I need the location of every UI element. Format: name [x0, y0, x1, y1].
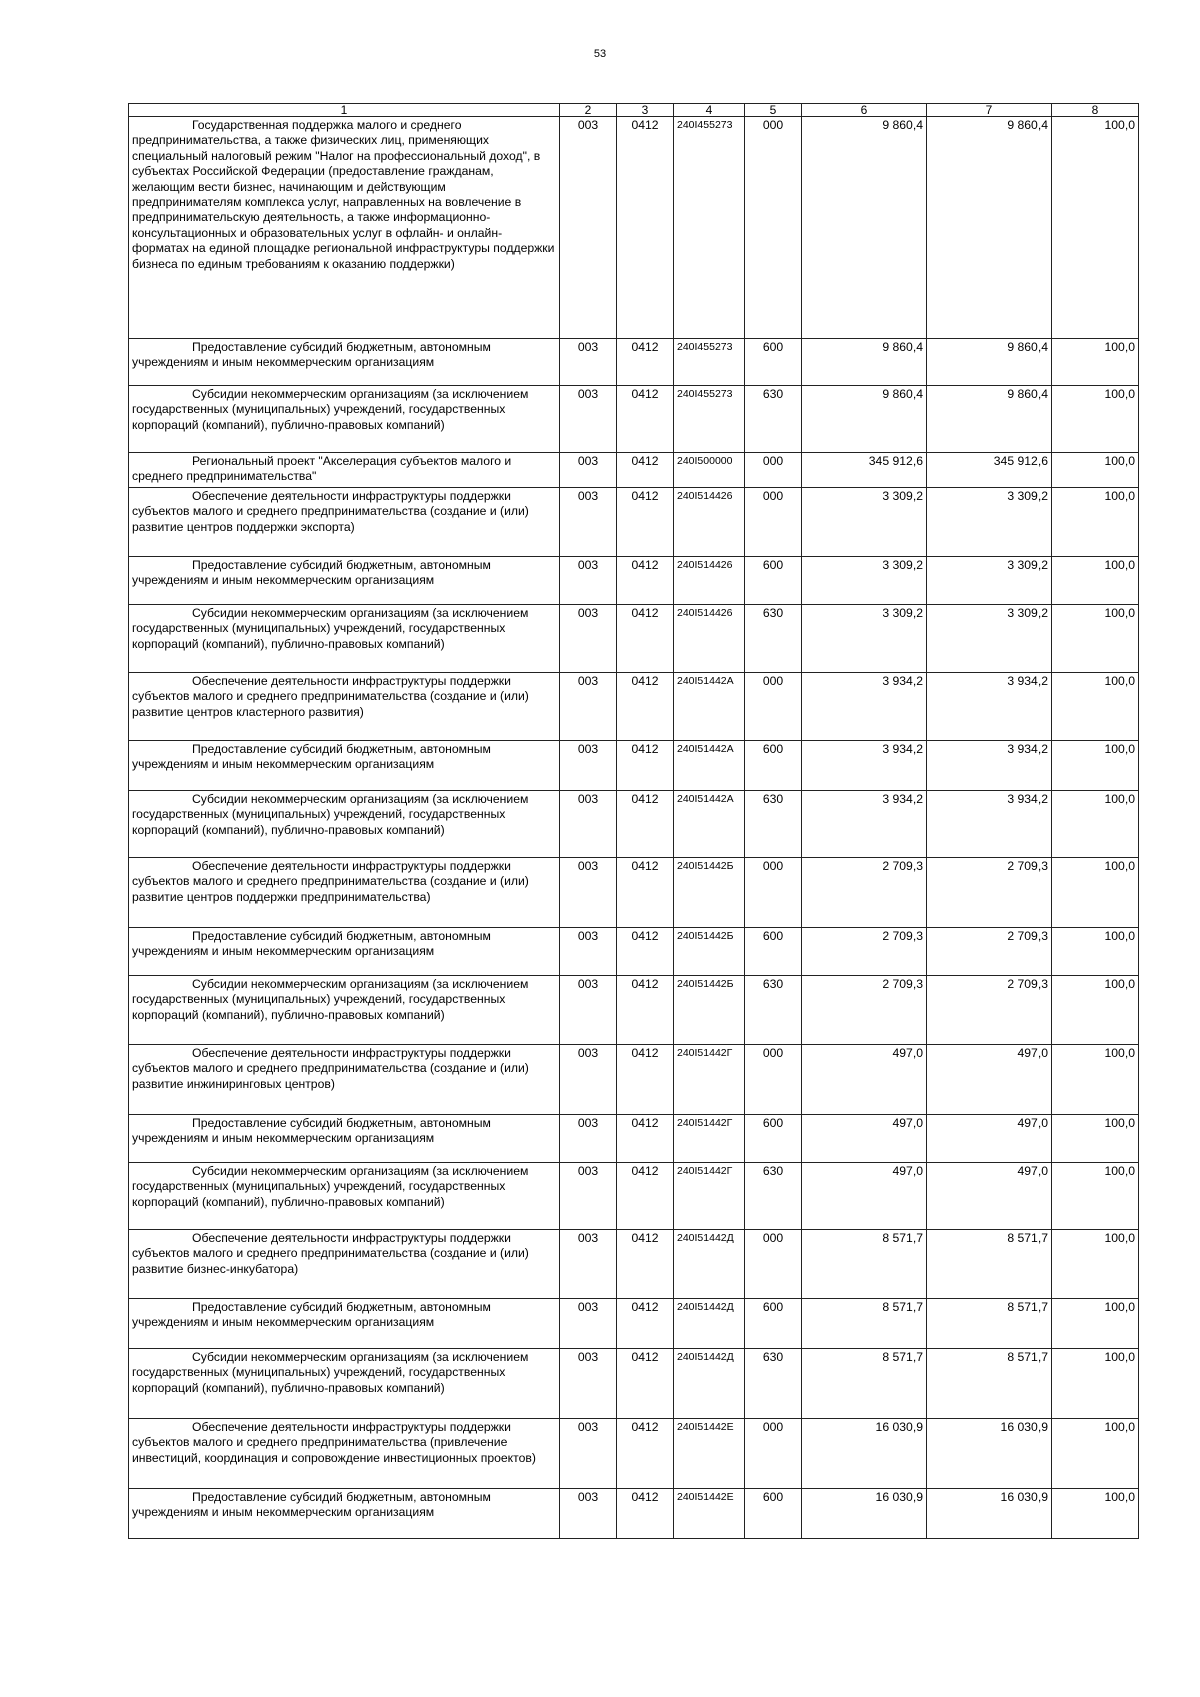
executed-amount-cell: 8 571,7	[927, 1298, 1052, 1348]
executed-amount-cell: 16 030,9	[927, 1418, 1052, 1488]
chapter-code-cell: 003	[560, 740, 617, 790]
percent-cell: 100,0	[1052, 975, 1139, 1044]
percent-cell: 100,0	[1052, 453, 1139, 488]
executed-amount-cell: 497,0	[927, 1114, 1052, 1162]
chapter-code-cell: 003	[560, 672, 617, 740]
row-name-cell: Обеспечение деятельности инфраструктуры поддержки субъектов малого и среднего предпринимательства (привлечение инвестиций, координация и сопровождение инвестиционных проектов)	[129, 1418, 560, 1488]
chapter-code-cell: 003	[560, 1418, 617, 1488]
section-code-cell: 0412	[617, 740, 674, 790]
chapter-code-cell: 003	[560, 556, 617, 604]
percent-cell: 100,0	[1052, 1229, 1139, 1298]
expense-type-cell: 000	[745, 1044, 802, 1114]
target-article-cell: 240I51442Д	[674, 1229, 745, 1298]
section-code-cell: 0412	[617, 386, 674, 453]
row-name-cell: Субсидии некоммерческим организациям (за исключением государственных (муниципальных) учреждений, государственных корпораций (компаний), публично-правовых компаний)	[129, 790, 560, 857]
expense-type-cell: 600	[745, 1488, 802, 1538]
plan-amount-cell: 497,0	[802, 1114, 927, 1162]
chapter-code-cell: 003	[560, 975, 617, 1044]
plan-amount-cell: 497,0	[802, 1162, 927, 1229]
header-cell-3: 3	[617, 104, 674, 117]
plan-amount-cell: 3 934,2	[802, 790, 927, 857]
section-code-cell: 0412	[617, 556, 674, 604]
plan-amount-cell: 8 571,7	[802, 1229, 927, 1298]
percent-cell: 100,0	[1052, 1348, 1139, 1418]
chapter-code-cell: 003	[560, 453, 617, 488]
percent-cell: 100,0	[1052, 790, 1139, 857]
plan-amount-cell: 3 934,2	[802, 740, 927, 790]
table-row	[129, 1488, 1139, 1538]
table-row	[129, 556, 1139, 604]
section-code-cell: 0412	[617, 1298, 674, 1348]
section-code-cell: 0412	[617, 672, 674, 740]
chapter-code-cell: 003	[560, 487, 617, 556]
expense-type-cell: 000	[745, 117, 802, 339]
chapter-code-cell: 003	[560, 1162, 617, 1229]
expense-type-cell: 630	[745, 604, 802, 672]
expense-type-cell: 600	[745, 740, 802, 790]
table-row	[129, 857, 1139, 927]
executed-amount-cell: 3 934,2	[927, 790, 1052, 857]
plan-amount-cell: 3 309,2	[802, 556, 927, 604]
percent-cell: 100,0	[1052, 927, 1139, 975]
section-code-cell: 0412	[617, 604, 674, 672]
percent-cell: 100,0	[1052, 386, 1139, 453]
expense-type-cell: 630	[745, 1162, 802, 1229]
row-name-cell: Государственная поддержка малого и среднего предпринимательства, а также физических лиц, применяющих специальный налоговый режим "Налог на профессиональный доход", в субъектах Российской Федерации (предоставление гражданам, желающим вести бизнес, начинающим и действующим предпринимателям комплекса услуг, направленных на вовлечение в предпринимательскую деятельность, а также информационно-консультационных и образовательных услуг в офлайн- и онлайн-форматах на единой площадке региональной инфраструктуры поддержки бизнеса по единым требованиям к оказанию поддержки)	[129, 117, 560, 339]
table-row	[129, 975, 1139, 1044]
plan-amount-cell: 9 860,4	[802, 339, 927, 386]
table-row	[129, 1418, 1139, 1488]
budget-table	[128, 103, 1139, 1539]
section-code-cell: 0412	[617, 1348, 674, 1418]
chapter-code-cell: 003	[560, 1488, 617, 1538]
target-article-cell: 240I51442Б	[674, 975, 745, 1044]
header-cell-2: 2	[560, 104, 617, 117]
plan-amount-cell: 345 912,6	[802, 453, 927, 488]
section-code-cell: 0412	[617, 1044, 674, 1114]
target-article-cell: 240I51442Д	[674, 1348, 745, 1418]
row-name-cell: Обеспечение деятельности инфраструктуры поддержки субъектов малого и среднего предпринимательства (создание и (или) развитие центров поддержки экспорта)	[129, 487, 560, 556]
plan-amount-cell: 3 309,2	[802, 487, 927, 556]
percent-cell: 100,0	[1052, 556, 1139, 604]
expense-type-cell: 630	[745, 975, 802, 1044]
percent-cell: 100,0	[1052, 1114, 1139, 1162]
section-code-cell: 0412	[617, 453, 674, 488]
executed-amount-cell: 2 709,3	[927, 927, 1052, 975]
plan-amount-cell: 9 860,4	[802, 117, 927, 339]
header-cell-6: 6	[802, 104, 927, 117]
executed-amount-cell: 3 934,2	[927, 672, 1052, 740]
row-name-cell: Субсидии некоммерческим организациям (за исключением государственных (муниципальных) учреждений, государственных корпораций (компаний), публично-правовых компаний)	[129, 975, 560, 1044]
expense-type-cell: 600	[745, 927, 802, 975]
executed-amount-cell: 2 709,3	[927, 975, 1052, 1044]
chapter-code-cell: 003	[560, 339, 617, 386]
target-article-cell: 240I500000	[674, 453, 745, 488]
target-article-cell: 240I51442Д	[674, 1298, 745, 1348]
percent-cell: 100,0	[1052, 1418, 1139, 1488]
table-row	[129, 1229, 1139, 1298]
plan-amount-cell: 2 709,3	[802, 857, 927, 927]
plan-amount-cell: 16 030,9	[802, 1488, 927, 1538]
row-name-cell: Предоставление субсидий бюджетным, автономным учреждениям и иным некоммерческим организациям	[129, 1298, 560, 1348]
table-row	[129, 604, 1139, 672]
plan-amount-cell: 16 030,9	[802, 1418, 927, 1488]
plan-amount-cell: 2 709,3	[802, 975, 927, 1044]
percent-cell: 100,0	[1052, 740, 1139, 790]
row-name-cell: Субсидии некоммерческим организациям (за исключением государственных (муниципальных) учреждений, государственных корпораций (компаний), публично-правовых компаний)	[129, 1348, 560, 1418]
header-cell-7: 7	[927, 104, 1052, 117]
section-code-cell: 0412	[617, 117, 674, 339]
target-article-cell: 240I51442Е	[674, 1418, 745, 1488]
header-cell-1: 1	[129, 104, 560, 117]
table-row	[129, 117, 1139, 339]
chapter-code-cell: 003	[560, 1348, 617, 1418]
executed-amount-cell: 3 309,2	[927, 487, 1052, 556]
executed-amount-cell: 345 912,6	[927, 453, 1052, 488]
target-article-cell: 240I51442Е	[674, 1488, 745, 1538]
executed-amount-cell: 3 934,2	[927, 740, 1052, 790]
section-code-cell: 0412	[617, 975, 674, 1044]
target-article-cell: 240I51442Б	[674, 857, 745, 927]
chapter-code-cell: 003	[560, 1298, 617, 1348]
target-article-cell: 240I51442Б	[674, 927, 745, 975]
executed-amount-cell: 3 309,2	[927, 604, 1052, 672]
row-name-cell: Предоставление субсидий бюджетным, автономным учреждениям и иным некоммерческим организациям	[129, 740, 560, 790]
table-row	[129, 386, 1139, 453]
section-code-cell: 0412	[617, 927, 674, 975]
table-row	[129, 1114, 1139, 1162]
plan-amount-cell: 2 709,3	[802, 927, 927, 975]
target-article-cell: 240I51442А	[674, 790, 745, 857]
expense-type-cell: 000	[745, 487, 802, 556]
chapter-code-cell: 003	[560, 386, 617, 453]
row-name-cell: Обеспечение деятельности инфраструктуры поддержки субъектов малого и среднего предпринимательства (создание и (или) развитие инжиниринговых центров)	[129, 1044, 560, 1114]
target-article-cell: 240I51442Г	[674, 1162, 745, 1229]
header-cell-4: 4	[674, 104, 745, 117]
plan-amount-cell: 497,0	[802, 1044, 927, 1114]
section-code-cell: 0412	[617, 487, 674, 556]
table-row	[129, 740, 1139, 790]
row-name-cell: Предоставление субсидий бюджетным, автономным учреждениям и иным некоммерческим организациям	[129, 556, 560, 604]
row-name-cell: Обеспечение деятельности инфраструктуры поддержки субъектов малого и среднего предпринимательства (создание и (или) развитие центров поддержки предпринимательства)	[129, 857, 560, 927]
section-code-cell: 0412	[617, 339, 674, 386]
table-row	[129, 487, 1139, 556]
table-row	[129, 1044, 1139, 1114]
plan-amount-cell: 8 571,7	[802, 1348, 927, 1418]
table-row	[129, 927, 1139, 975]
table-row	[129, 1348, 1139, 1418]
executed-amount-cell: 8 571,7	[927, 1229, 1052, 1298]
target-article-cell: 240I514426	[674, 604, 745, 672]
percent-cell: 100,0	[1052, 487, 1139, 556]
section-code-cell: 0412	[617, 790, 674, 857]
executed-amount-cell: 8 571,7	[927, 1348, 1052, 1418]
chapter-code-cell: 003	[560, 1114, 617, 1162]
target-article-cell: 240I455273	[674, 386, 745, 453]
plan-amount-cell: 3 309,2	[802, 604, 927, 672]
section-code-cell: 0412	[617, 1229, 674, 1298]
table-row	[129, 1298, 1139, 1348]
target-article-cell: 240I455273	[674, 339, 745, 386]
chapter-code-cell: 003	[560, 1044, 617, 1114]
executed-amount-cell: 9 860,4	[927, 386, 1052, 453]
expense-type-cell: 600	[745, 556, 802, 604]
header-row	[129, 104, 1139, 117]
plan-amount-cell: 3 934,2	[802, 672, 927, 740]
percent-cell: 100,0	[1052, 857, 1139, 927]
expense-type-cell: 000	[745, 1229, 802, 1298]
section-code-cell: 0412	[617, 857, 674, 927]
row-name-cell: Субсидии некоммерческим организациям (за исключением государственных (муниципальных) учреждений, государственных корпораций (компаний), публично-правовых компаний)	[129, 604, 560, 672]
chapter-code-cell: 003	[560, 604, 617, 672]
target-article-cell: 240I51442А	[674, 672, 745, 740]
executed-amount-cell: 497,0	[927, 1044, 1052, 1114]
table-row	[129, 672, 1139, 740]
row-name-cell: Предоставление субсидий бюджетным, автономным учреждениям и иным некоммерческим организациям	[129, 927, 560, 975]
executed-amount-cell: 9 860,4	[927, 117, 1052, 339]
target-article-cell: 240I51442А	[674, 740, 745, 790]
row-name-cell: Обеспечение деятельности инфраструктуры поддержки субъектов малого и среднего предпринимательства (создание и (или) развитие бизнес-инкубатора)	[129, 1229, 560, 1298]
table-row	[129, 339, 1139, 386]
table-row	[129, 1162, 1139, 1229]
expense-type-cell: 630	[745, 1348, 802, 1418]
expense-type-cell: 630	[745, 790, 802, 857]
row-name-cell: Обеспечение деятельности инфраструктуры поддержки субъектов малого и среднего предпринимательства (создание и (или) развитие центров кластерного развития)	[129, 672, 560, 740]
percent-cell: 100,0	[1052, 1162, 1139, 1229]
target-article-cell: 240I514426	[674, 487, 745, 556]
header-cell-8: 8	[1052, 104, 1139, 117]
expense-type-cell: 000	[745, 1418, 802, 1488]
header-cell-5: 5	[745, 104, 802, 117]
expense-type-cell: 600	[745, 339, 802, 386]
executed-amount-cell: 2 709,3	[927, 857, 1052, 927]
chapter-code-cell: 003	[560, 1229, 617, 1298]
chapter-code-cell: 003	[560, 857, 617, 927]
row-name-cell: Субсидии некоммерческим организациям (за исключением государственных (муниципальных) учреждений, государственных корпораций (компаний), публично-правовых компаний)	[129, 386, 560, 453]
row-name-cell: Предоставление субсидий бюджетным, автономным учреждениям и иным некоммерческим организациям	[129, 1488, 560, 1538]
expense-type-cell: 000	[745, 453, 802, 488]
target-article-cell: 240I51442Г	[674, 1044, 745, 1114]
percent-cell: 100,0	[1052, 339, 1139, 386]
row-name-cell: Региональный проект "Акселерация субъектов малого и среднего предпринимательства"	[129, 453, 560, 488]
percent-cell: 100,0	[1052, 1044, 1139, 1114]
table-row	[129, 453, 1139, 488]
target-article-cell: 240I51442Г	[674, 1114, 745, 1162]
section-code-cell: 0412	[617, 1418, 674, 1488]
target-article-cell: 240I514426	[674, 556, 745, 604]
executed-amount-cell: 16 030,9	[927, 1488, 1052, 1538]
plan-amount-cell: 8 571,7	[802, 1298, 927, 1348]
percent-cell: 100,0	[1052, 604, 1139, 672]
section-code-cell: 0412	[617, 1114, 674, 1162]
executed-amount-cell: 9 860,4	[927, 339, 1052, 386]
percent-cell: 100,0	[1052, 1488, 1139, 1538]
percent-cell: 100,0	[1052, 117, 1139, 339]
percent-cell: 100,0	[1052, 1298, 1139, 1348]
chapter-code-cell: 003	[560, 790, 617, 857]
table-row	[129, 790, 1139, 857]
page-number: 53	[593, 48, 607, 60]
plan-amount-cell: 9 860,4	[802, 386, 927, 453]
expense-type-cell: 600	[745, 1298, 802, 1348]
expense-type-cell: 630	[745, 386, 802, 453]
row-name-cell: Предоставление субсидий бюджетным, автономным учреждениям и иным некоммерческим организациям	[129, 1114, 560, 1162]
expense-type-cell: 000	[745, 672, 802, 740]
chapter-code-cell: 003	[560, 927, 617, 975]
executed-amount-cell: 497,0	[927, 1162, 1052, 1229]
expense-type-cell: 000	[745, 857, 802, 927]
section-code-cell: 0412	[617, 1162, 674, 1229]
row-name-cell: Предоставление субсидий бюджетным, автономным учреждениям и иным некоммерческим организациям	[129, 339, 560, 386]
row-name-cell: Субсидии некоммерческим организациям (за исключением государственных (муниципальных) учреждений, государственных корпораций (компаний), публично-правовых компаний)	[129, 1162, 560, 1229]
expense-type-cell: 600	[745, 1114, 802, 1162]
percent-cell: 100,0	[1052, 672, 1139, 740]
chapter-code-cell: 003	[560, 117, 617, 339]
executed-amount-cell: 3 309,2	[927, 556, 1052, 604]
section-code-cell: 0412	[617, 1488, 674, 1538]
target-article-cell: 240I455273	[674, 117, 745, 339]
